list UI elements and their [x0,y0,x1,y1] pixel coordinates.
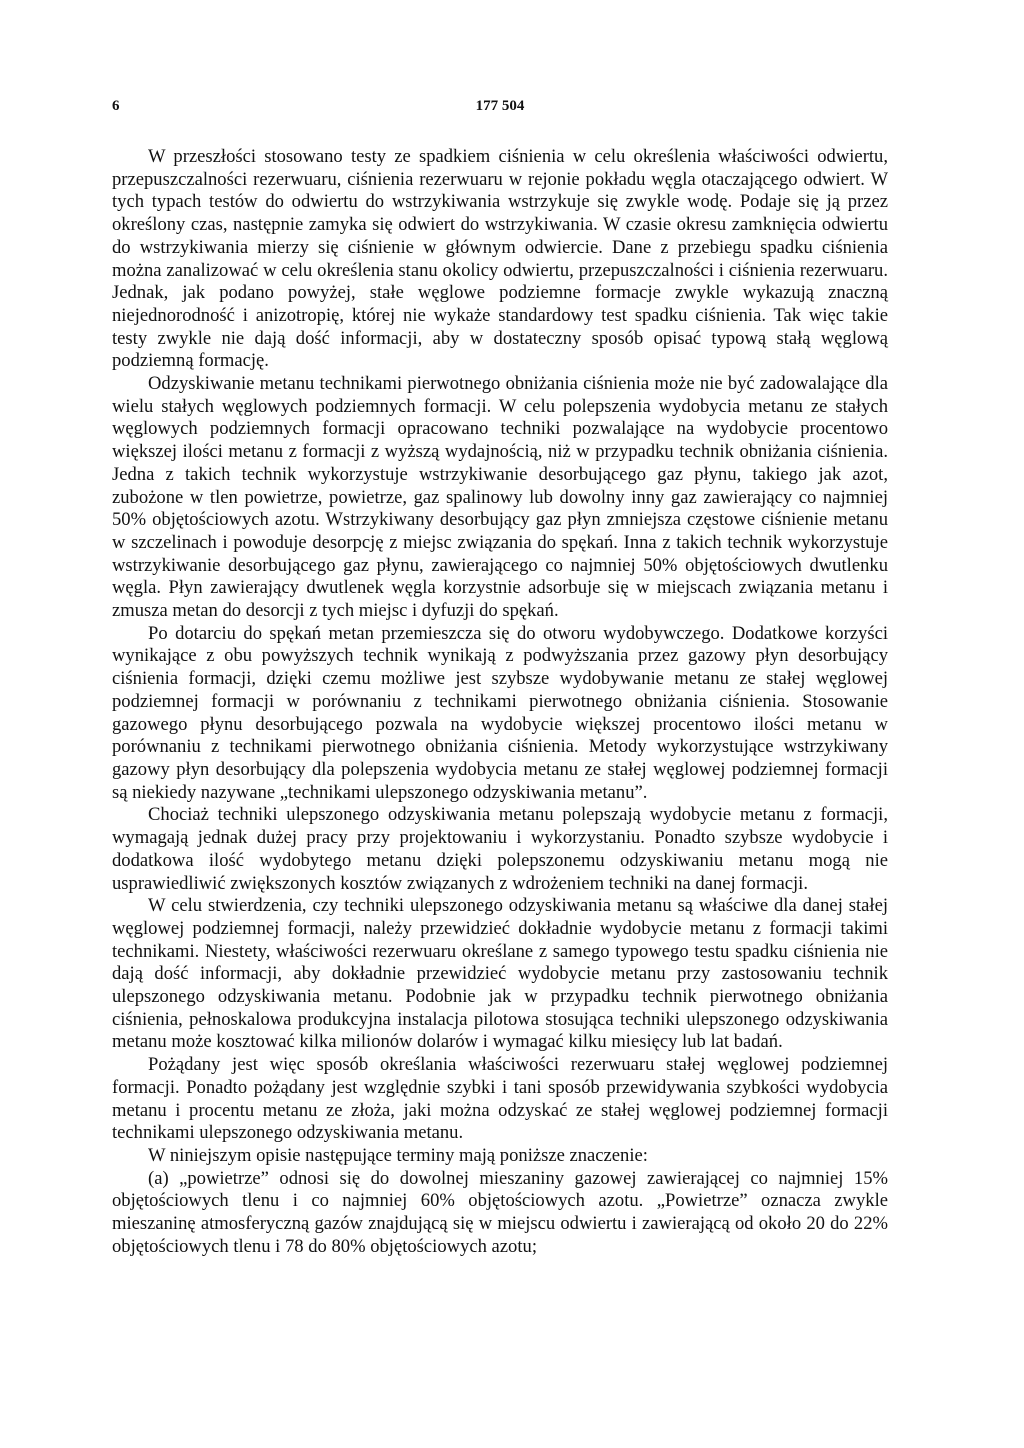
paragraph-desired-method: Pożądany jest więc sposób określania właściwości rezerwuaru stałej węglowej podziemnej formacji. Ponadto pożądany jest względnie szybki i tani sposób przewidywania szybkości wydobycia metanu i procentu metanu ze złoża, jaki można odzyskać ze stałej węglowej podziemnej formacji technikami ulepszonego odzyskiwania metanu. [112,1054,888,1144]
paragraph-methane-recovery-techniques: Odzyskiwanie metanu technikami pierwotnego obniżania ciśnienia może nie być zadowalające dla wielu stałych węglowych podziemnych formacji. W celu polepszenia wydobycia metanu ze stałych węglowych podziemnych formacji opracowano techniki pozwalające na wydobycie procentowo większej ilości metanu z formacji z wyższą wydajnością, niż w przypadku technik obniżania ciśnienia. Jedna z takich technik wykorzystuje wstrzykiwanie desorbującego gaz płynu, takiego jak azot, zubożone w tlen powietrze, powietrze, gaz spalinowy lub dowolny inny gaz zawierający co najmniej 50% objętościowych azotu. Wstrzykiwany desorbujący gaz płyn zmniejsza częstowe ciśnienie metanu w szczelinach i powoduje desorpcję z miejsc związania do spękań. Inna z takich technik wykorzystuje wstrzykiwanie desorbującego gaz płynu, zawierającego co najmniej 50% objętościowych dwutlenku węgla. Płyn zawierający dwutlenek węgla korzystnie adsorbuje się w miejscach związania metanu i zmusza metan do desorcji z tych miejsc i dyfuzji do spękań. [112,373,888,622]
document-number: 177 504 [475,98,525,114]
page-number: 6 [112,98,120,114]
paragraph-fracture-migration: Po dotarciu do spękań metan przemieszcza się do otworu wydobywczego. Dodatkowe korzyści wynikające z obu powyższych technik wynikają z podwyższania przez gazowy płyn desorbujący ciśnienia formacji, dzięki czemu możliwe jest szybsze wydobywanie metanu ze stałej węglowej podziemnej formacji w porównaniu z technikami pierwotnego obniżania ciśnienia. Stosowanie gazowego płynu desorbującego pozwala na wydobycie większej procentowo ilości metanu w porównaniu z technikami pierwotnego obniżania ciśnienia. Metody wykorzystujące wstrzykiwany gazowy płyn desorbujący dla polepszenia wydobycia metanu ze stałej węglowej podziemnej formacji są niekiedy nazywane „technikami ulepszonego odzyskiwania metanu”. [112,622,888,803]
body-text [112,146,888,1258]
paragraph-prediction-need: W celu stwierdzenia, czy techniki ulepszonego odzyskiwania metanu są właściwe dla danej stałej węglowej podziemnej formacji, należy przewidzieć dokładnie wydobycie metanu z formacji takimi technikami. Niestety, właściwości rezerwuaru określane z samego typowego testu spadku ciśnienia nie dają dość informacji, aby dokładnie przewidzieć wydobycie metanu przy zastosowaniu technik ulepszonego odzyskiwania metanu. Podobnie jak w przypadku technik pierwotnego obniżania ciśnienia, pełnoskalowa produkcyjna instalacja pilotowa stosująca techniki ulepszonego odzyskiwania metanu może kosztować kilka milionów dolarów i wymagać kilku miesięcy lub lat badań. [112,895,888,1053]
paragraph-cost-considerations: Chociaż techniki ulepszonego odzyskiwania metanu polepszają wydobycie metanu z formacji, wymagają jednak dużej pracy przy projektowaniu i wykorzystaniu. Ponadto szybsze wydobycie i dodatkowa ilość wydobytego metanu dzięki polepszonemu odzyskiwaniu metanu mogą nie usprawiedliwić zwiększonych kosztów związanych z wdrożeniem techniki na danej formacji. [112,804,888,894]
paragraph-definitions-intro: W niniejszym opisie następujące terminy mają poniższe znaczenie: [148,1144,648,1166]
page-header [112,98,888,122]
paragraph-pressure-tests: W przeszłości stosowano testy ze spadkiem ciśnienia w celu określenia właściwości odwiertu, przepuszczalności rezerwuaru, ciśnienia rezerwuaru w rejonie pokładu węgla otaczającego odwiert. W tych typach testów do odwiertu do wstrzykiwania wstrzykuje się zwykle wodę. Podaje się ją przez określony czas, następnie zamyka się odwiert do wstrzykiwania. W czasie okresu zamknięcia odwiertu do wstrzykiwania mierzy się ciśnienie w głównym odwiercie. Dane z przebiegu spadku ciśnienia można zanalizować w celu określenia stanu okolicy odwiertu, przepuszczalności i ciśnienia rezerwuaru. Jednak, jak podano powyżej, stałe węglowe podziemne formacje zwykle wykazują znaczną niejednorodność i anizotropię, której nie wykaże standardowy test spadku ciśnienia. Tak więc takie testy zwykle nie dają dość informacji, aby w dostateczny sposób opisać typową stałą węglową podziemną formację. [112,146,888,372]
definition-air: (a) „powietrze” odnosi się do dowolnej mieszaniny gazowej zawierającej co najmniej 15% objętościowych tlenu i co najmniej 60% objętościowych azotu. „Powietrze” oznacza zwykle mieszaninę atmosferyczną gazów znajdującą się w miejscu odwiertu i zawierającą od około 20 do 22% objętościowych tlenu i 78 do 80% objętościowych azotu; [112,1167,888,1257]
